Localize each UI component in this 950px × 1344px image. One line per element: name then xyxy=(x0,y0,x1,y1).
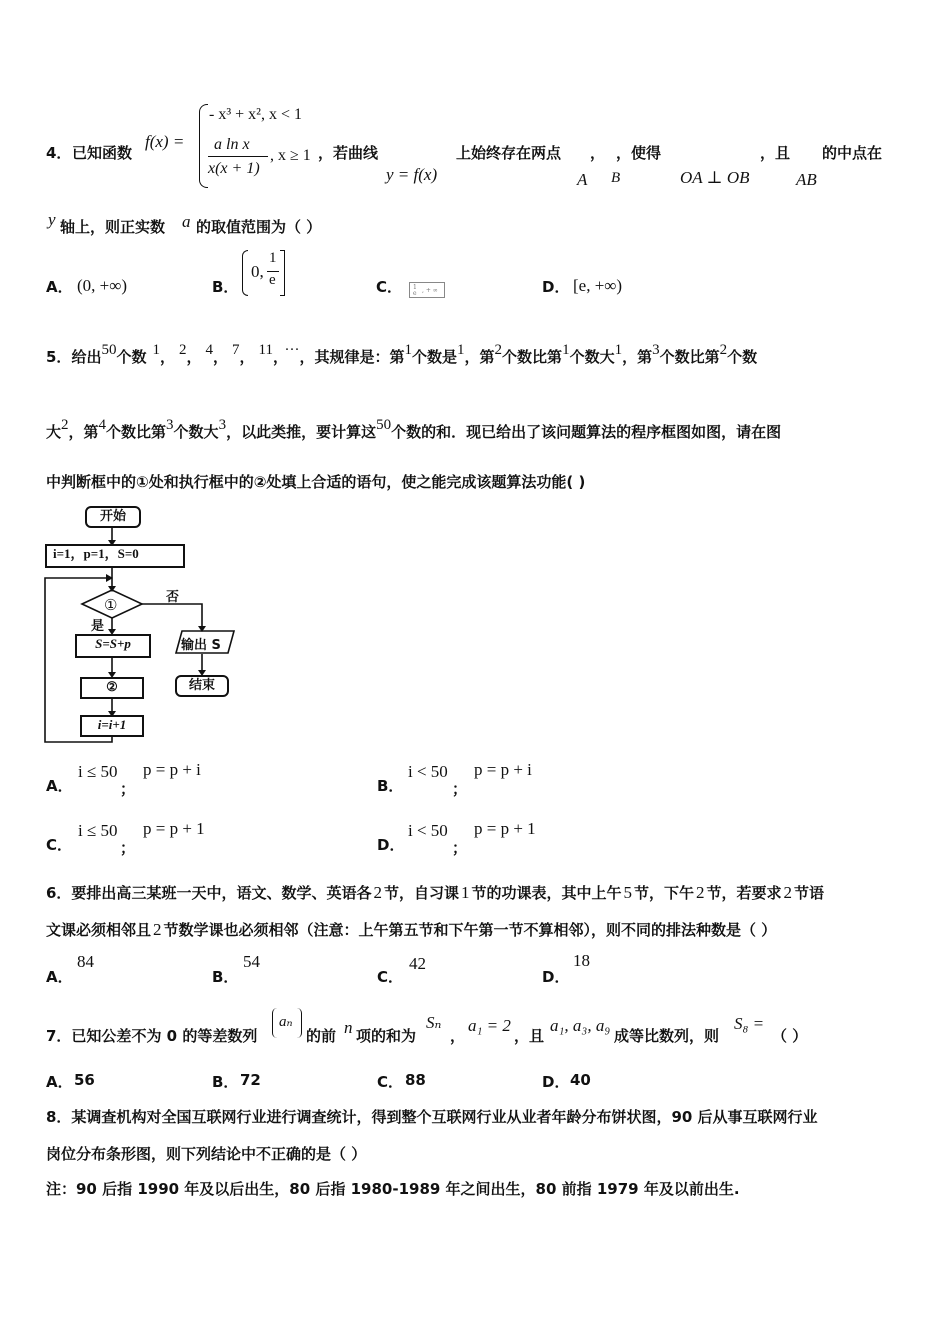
flowchart-start: 开始 xyxy=(85,506,141,528)
q4-text-2: ，若曲线 xyxy=(318,144,379,162)
q4-text-3: 上始终存在两点 xyxy=(456,144,562,162)
q4-option-C-value: 1 e , + ∞ xyxy=(409,282,445,298)
q4-y: y xyxy=(48,210,56,229)
q4-case-1: - x³ + x², x < 1 xyxy=(209,106,302,123)
q4-point-B: B xyxy=(611,170,621,186)
flowchart-step-2: ② xyxy=(80,677,144,699)
q4-option-D-label: D． xyxy=(542,278,570,296)
q4-case-2-condition: , x ≥ 1 xyxy=(270,147,311,164)
q7-a1: a₁ = 2 xyxy=(468,1016,511,1035)
q4-text-9: 的取值范围为（ ） xyxy=(196,218,322,236)
q4-option-A-label: A． xyxy=(46,278,73,296)
q5-number: 5． xyxy=(46,348,72,366)
q7-S8: S₈ = xyxy=(734,1014,765,1033)
q4-fx: f(x) = xyxy=(145,132,185,151)
q8-line-2: 岗位分布条形图，则下列结论中不正确的是（ ） xyxy=(46,1145,367,1163)
q7-text-5: ，且 xyxy=(514,1027,545,1045)
q5-line-1: 5．给出50个数 1， 2， 4， 7， 11， ···，其规律是：第1个数是1，第2个数比第1个数大1，第3个数比第2个数 xyxy=(46,342,758,366)
q7-sequence: aₙ xyxy=(279,1014,293,1030)
flowchart-output: 输出 S xyxy=(181,638,221,653)
q4-option-D-value: [e, +∞) xyxy=(573,276,623,295)
q4-perpendicular: OA ⊥ OB xyxy=(680,168,750,187)
q4-text-6: ，且 xyxy=(760,144,791,162)
flowchart-no: 否 xyxy=(166,590,180,605)
q5-line-3: 中判断框中的①处和执行框中的②处填上合适的语句，使之能完成该题算法功能( ) xyxy=(46,473,586,491)
q7-n: n xyxy=(344,1018,353,1037)
q4-option-B-label: B． xyxy=(212,278,239,296)
q8-note: 注：90 后指 1990 年及以后出生，80 后指 1980-1989 年之间出生，80 前指 1979 年及以前出生. xyxy=(46,1180,740,1198)
q4-point-A: A xyxy=(577,170,588,189)
q4-a: a xyxy=(182,212,191,231)
q4-option-A-value: (0, +∞) xyxy=(77,276,128,295)
q4-text-5: ，使得 xyxy=(616,144,662,162)
flowchart-increment: i=i+1 xyxy=(80,715,144,737)
q4-text-7: 的中点在 xyxy=(822,144,883,162)
q7-text-7: （ ） xyxy=(772,1027,808,1045)
q4-option-C-label: C． xyxy=(376,278,403,296)
q7-sequence-braces xyxy=(272,1008,302,1038)
q7-terms: a₁, a₃, a₉ xyxy=(550,1016,611,1035)
flowchart-sum: S=S+p xyxy=(75,634,151,658)
flowchart-condition: ① xyxy=(104,596,118,614)
flowchart-init: i=1，p=1，S=0 xyxy=(45,544,185,568)
q7-text-1: 7．已知公差不为 0 的等差数列 xyxy=(46,1027,258,1045)
flowchart-yes: 是 xyxy=(91,619,105,634)
q4-case-2-denominator: x(x + 1) xyxy=(208,160,260,177)
q4-case-2-numerator: a ln x xyxy=(214,136,250,153)
q7-text-2: 的前 xyxy=(306,1027,337,1045)
q5-line-2: 大2，第4个数比第3个数大3，以此类推，要计算这50个数的和．现已给出了该问题算法的程序框图如图，请在图 xyxy=(46,417,782,441)
q8-line-1: 8．某调查机构对全国互联网行业进行调查统计，得到整个互联网行业从业者年龄分布饼状图，90 后从事互联网行业 xyxy=(46,1108,818,1126)
fraction-bar xyxy=(208,156,268,157)
q4-number: 4． xyxy=(46,144,72,162)
q4-segment-AB: AB xyxy=(796,170,817,189)
q7-comma: ， xyxy=(450,1027,466,1045)
q7-text-6: 成等比数列，则 xyxy=(614,1027,720,1045)
q4-option-B-value: 0, 1 e xyxy=(242,250,286,296)
q6-line-1: 6．要排出高三某班一天中，语文、数学、英语各 2 节，自习课 1 节的功课表，其中上午 5 节，下午 2 节，若要求 2 节语 xyxy=(46,883,825,902)
q4-text-1: 已知函数 xyxy=(72,144,133,162)
flowchart-lines xyxy=(40,500,250,750)
q4-comma-1: ， xyxy=(590,144,606,162)
q6-line-2: 文课必须相邻且 2 节数学课也必须相邻（注意：上午第五节和下午第一节不算相邻），则不同的排法种数是（ ） xyxy=(46,920,777,939)
q7-text-3: 项的和为 xyxy=(356,1027,417,1045)
piecewise-brace xyxy=(199,104,208,188)
q7-Sn: Sₙ xyxy=(426,1013,442,1032)
q4-curve: y = f(x) xyxy=(386,165,438,184)
q4-text-8: 轴上，则正实数 xyxy=(60,218,166,236)
flowchart-end: 结束 xyxy=(175,675,229,697)
